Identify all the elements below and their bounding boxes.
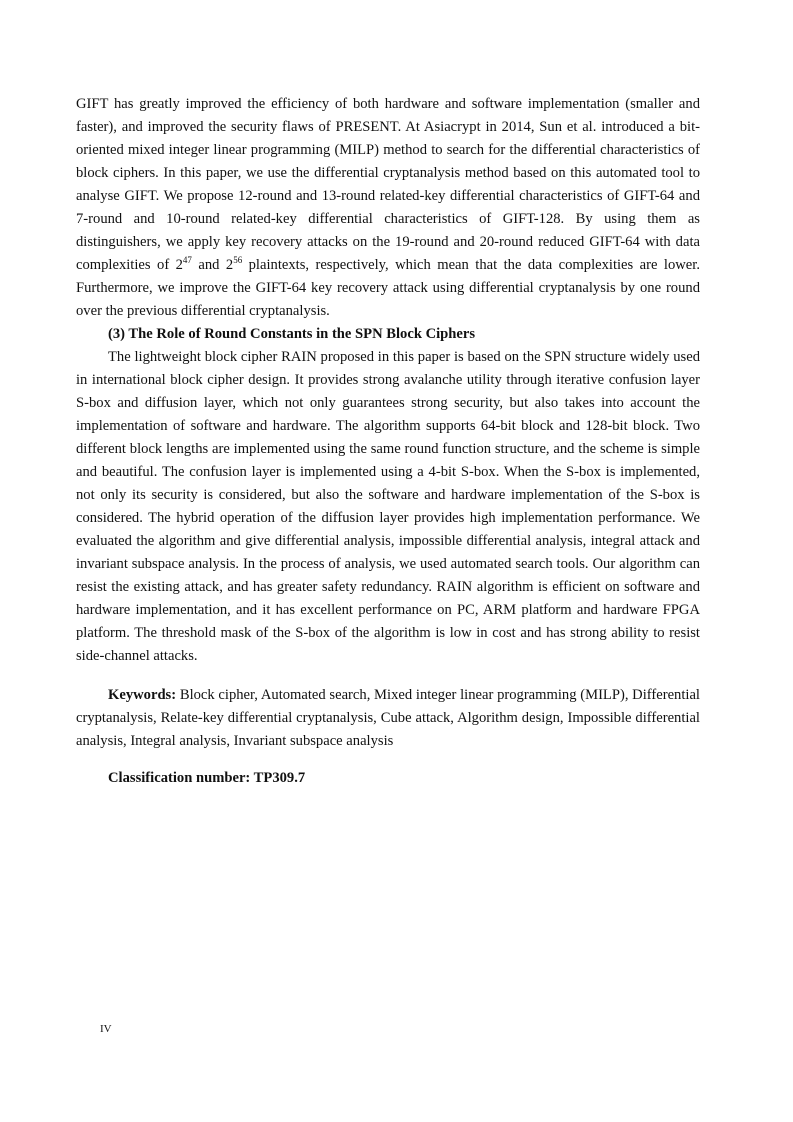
document-body [76, 93, 700, 790]
keywords-paragraph [76, 684, 700, 753]
abstract-paragraph-rain: The lightweight block cipher RAIN proposed in this paper is based on the SPN structure widely used in international block cipher design. It provides strong avalanche utility through iterative confusion layer S-box and diffusion layer, which not only guarantees strong security, but also takes into account the implementation of software and hardware. The algorithm supports 64-bit block and 128-bit block. Two different block lengths are implemented using the same round function structure, and the scheme is simple and beautiful. The confusion layer is implemented using a 4-bit S-box. When the S-box is implemented, not only its security is considered, but also the software and hardware implementation of the S-box is considered. The hybrid operation of the diffusion layer provides high implementation performance. We evaluated the algorithm and give differential analysis, impossible differential analysis, integral attack and invariant subspace analysis. In the process of analysis, we used automated search tools. Our algorithm can resist the existing attack, and has greater safety redundancy. RAIN algorithm is efficient on software and hardware implementation, and it has excellent performance on PC, ARM platform and hardware FPGA platform. The threshold mask of the S-box of the algorithm is low in cost and has strong ability to resist side-channel attacks. [76, 349, 700, 664]
exponent-47: 47 [182, 255, 192, 265]
page-number: IV [100, 1023, 112, 1035]
paragraph-text: and 2 [191, 257, 234, 273]
paragraph-text: GIFT has greatly improved the efficiency of both hardware and software implementation (smaller and faster), and improved the security flaws of PRESENT. At Asiacrypt in 2014, Sun et al. introduced a bit-oriented mixed integer linear programming (MILP) method to search for the differential characteristics of block ciphers. In this paper, we use the differential cryptanalysis method based on this automated tool to analyse GIFT. We propose 12-round and 13-round related-key differential characteristics of GIFT-64 and 7-round and 10-round related-key differential characteristics of GIFT-128. By using them as distinguishers, we apply key recovery attacks on the 19-round and 20-round reduced GIFT-64 with data complexities of 2 [76, 96, 700, 273]
keywords-label: Keywords: [108, 687, 177, 703]
keywords-text: Block cipher, Automated search, Mixed integer linear programming (MILP), Differential cryptanalysis, Relate-key differential cryptanalysis, Cube attack, Algorithm design, Impossible differential analysis, Integral analysis, Invariant subspace analysis [76, 687, 700, 749]
paragraph-text: plaintexts, respectively, which mean that the data complexities are lower. Furthermore, we improve the GIFT-64 key recovery attack using differential cryptanalysis by one round over the previous differential cryptanalysis. [76, 257, 700, 319]
classification-number: Classification number: TP309.7 [108, 770, 306, 786]
abstract-paragraph-gift [76, 93, 700, 323]
section-heading: (3) The Role of Round Constants in the SPN Block Ciphers [108, 326, 476, 342]
exponent-56: 56 [233, 255, 243, 265]
